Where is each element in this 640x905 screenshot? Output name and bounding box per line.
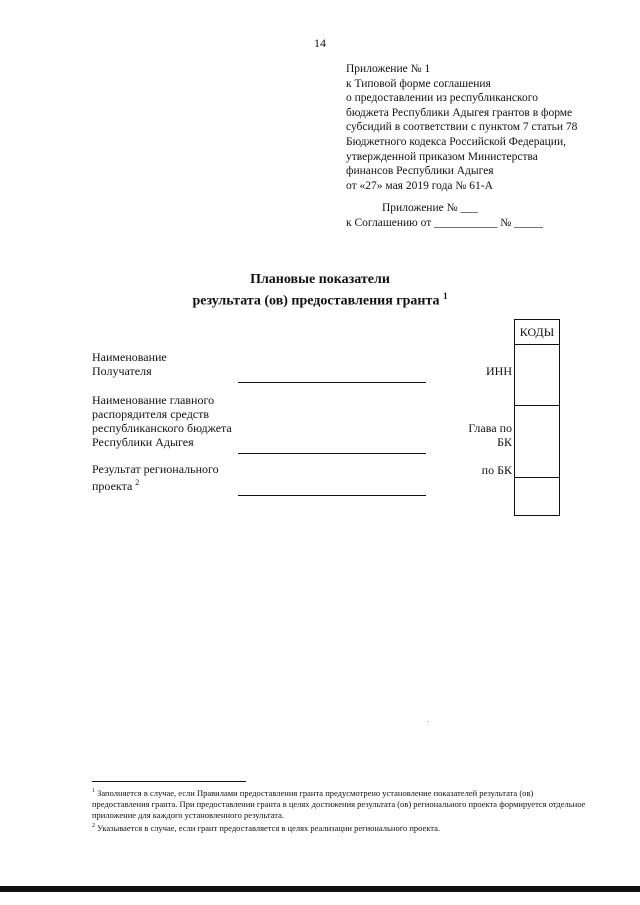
manager-label: Наименование главного распорядителя средств республиканского бюджета Республики Адыгея bbox=[92, 393, 232, 449]
inn-code-cell[interactable] bbox=[515, 344, 559, 405]
title-line-2: результата (ов) предоставления гранта bbox=[192, 293, 440, 309]
codes-header: КОДЫ bbox=[519, 325, 555, 339]
result-footnote-ref: 2 bbox=[135, 478, 140, 487]
appendix-line: утвержденной приказом Министерства bbox=[346, 150, 538, 163]
agreement-reference: к Соглашению от ___________ № _____ bbox=[346, 217, 543, 229]
bk-label: по БК bbox=[481, 463, 512, 477]
inn-label: ИНН bbox=[486, 364, 512, 378]
recipient-field[interactable] bbox=[238, 382, 426, 383]
bk-code-cell[interactable] bbox=[515, 477, 559, 515]
appendix-line: финансов Республики Адыгея bbox=[346, 165, 494, 178]
page-number: 14 bbox=[314, 36, 326, 50]
result-label: Результат регионального проекта $^2$ bbox=[92, 462, 219, 493]
footnote-1: $^1$ Заполняется в случае, если Правилами предоставления гранта предусмотрено установление показателей результата (ов) предоставления гранта. При предоставлении гранта в целях достижения результата (ов) регионального проекта формируется отдельное приложение для каждого установленного результата. bbox=[92, 787, 586, 820]
scan-speck bbox=[428, 721, 429, 722]
title-footnote-ref: 1 bbox=[443, 291, 448, 301]
agreement-appendix bbox=[346, 201, 543, 231]
agreement-appendix-number: Приложение № ___ bbox=[382, 202, 478, 214]
result-field[interactable] bbox=[238, 495, 426, 496]
codes-table bbox=[514, 319, 560, 516]
recipient-label: Наименование Получателя bbox=[92, 350, 167, 378]
appendix-line: от «27» мая 2019 года № 61-А bbox=[346, 179, 493, 192]
document-title bbox=[0, 272, 640, 310]
title-line-1: Плановые показатели bbox=[250, 272, 390, 287]
footnote-separator bbox=[92, 781, 246, 782]
appendix-line: бюджета Республики Адыгея грантов в форме bbox=[346, 106, 573, 119]
chapter-code-cell[interactable] bbox=[515, 405, 559, 477]
chapter-label: Глава по БК bbox=[468, 421, 512, 449]
scan-edge-bar bbox=[0, 886, 640, 892]
footnotes bbox=[92, 786, 592, 834]
manager-field[interactable] bbox=[238, 453, 426, 454]
appendix-line: о предоставлении из республиканского bbox=[346, 92, 538, 105]
appendix-line: Бюджетного кодекса Российской Федерации, bbox=[346, 135, 566, 148]
appendix-line: к Типовой форме соглашения bbox=[346, 77, 491, 90]
appendix-line: субсидий в соответствии с пунктом 7 статьи 78 bbox=[346, 121, 578, 134]
appendix-header bbox=[346, 62, 606, 193]
appendix-line: Приложение № 1 bbox=[346, 63, 431, 75]
footnote-2: $^2$ Указывается в случае, если грант предоставляется в целях реализации регионального проекта. bbox=[92, 822, 440, 833]
